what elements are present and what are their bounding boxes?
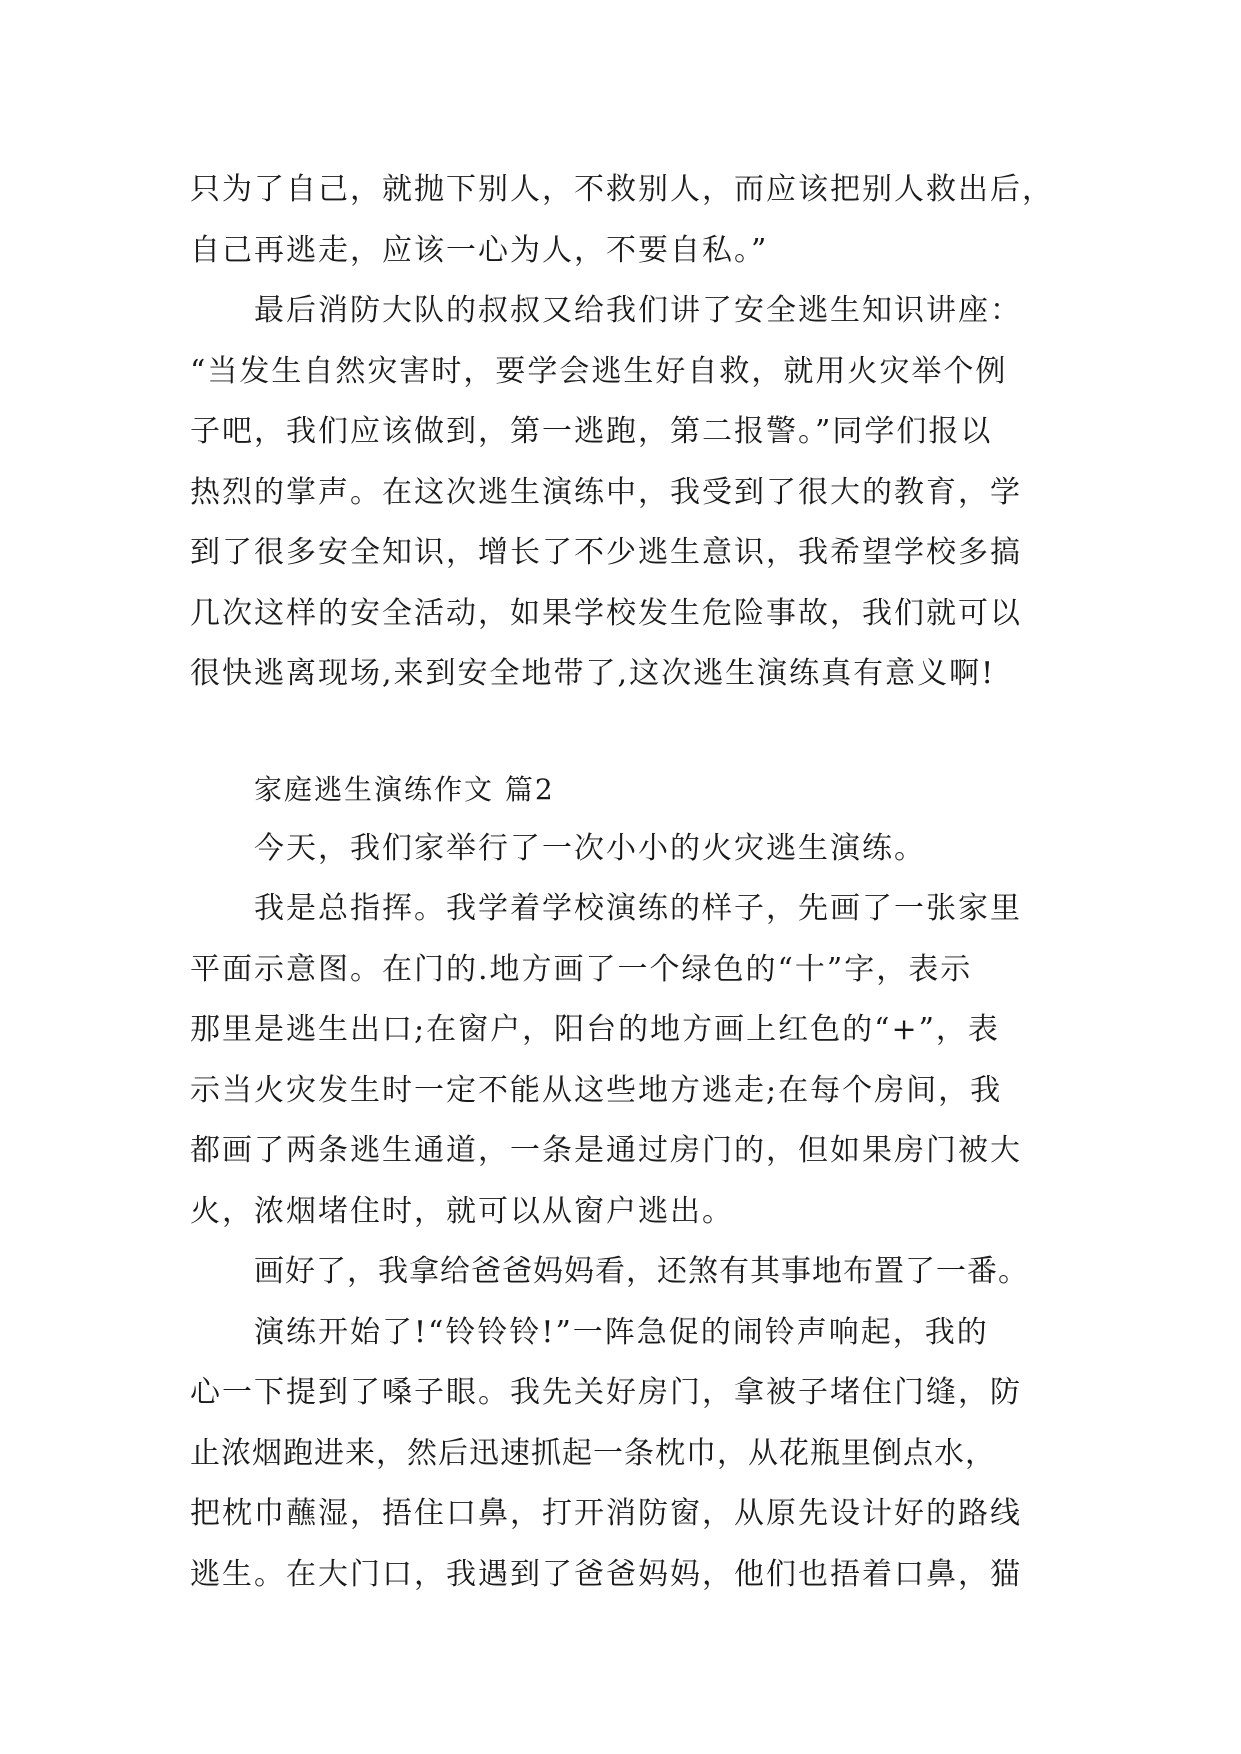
- text-line: 热烈的掌声。在这次逃生演练中，我受到了很大的教育，学: [190, 474, 1022, 510]
- document-body: [190, 160, 1054, 1605]
- section-heading: 家庭逃生演练作文 篇2: [254, 772, 555, 806]
- text-line: 很快逃离现场,来到安全地带了,这次逃生演练真有意义啊!: [190, 656, 996, 691]
- text-line: 都画了两条逃生通道，一条是通过房门的，但如果房门被大: [190, 1133, 1022, 1168]
- text-line: 自己再逃走，应该一心为人，不要自私。”: [190, 232, 769, 268]
- text-line: 子吧，我们应该做到，第一逃跑，第二报警。”同学们报以: [190, 414, 993, 449]
- text-line: “当发生自然灾害时，要学会逃生好自救，就用火灾举个例: [190, 353, 1008, 389]
- text-line: 几次这样的安全活动，如果学校发生危险事故，我们就可以: [190, 595, 1022, 631]
- text-line: 把枕巾蘸湿，捂住口鼻，打开消防窗，从原先设计好的路线: [190, 1496, 1022, 1531]
- text-line: 示当火灾发生时一定不能从这些地方逃走;在每个房间，我: [190, 1072, 1003, 1108]
- paragraph-start-line: 演练开始了!“铃铃铃!”一阵急促的闹铃声响起，我的: [254, 1314, 989, 1350]
- paragraph-start-line: 画好了，我拿给爸爸妈妈看，还煞有其事地布置了一番。: [254, 1254, 1029, 1289]
- text-line: 心一下提到了嗓子眼。我先关好房门，拿被子堵住门缝，防: [190, 1375, 1022, 1410]
- text-line: 平面示意图。在门的.地方画了一个绿色的“十”字，表示: [190, 951, 973, 987]
- text-line: 那里是逃生出口;在窗户，阳台的地方画上红色的“+”，表: [190, 1012, 1000, 1047]
- paragraph-start-line: 今天，我们家举行了一次小小的火灾逃生演练。: [254, 830, 926, 866]
- text-line: 火，浓烟堵住时，就可以从窗户逃出。: [190, 1193, 734, 1229]
- text-line: 只为了自己，就抛下别人，不救别人，而应该把别人救出后，: [190, 172, 1054, 207]
- text-line: 逃生。在大门口，我遇到了爸爸妈妈，他们也捂着口鼻，猫: [190, 1556, 1022, 1592]
- text-line: 到了很多安全知识，增长了不少逃生意识，我希望学校多搞: [190, 535, 1022, 570]
- paragraph-start-line: 我是总指挥。我学着学校演练的样子，先画了一张家里: [254, 891, 1022, 926]
- text-line: 止浓烟跑进来，然后迅速抓起一条枕巾，从花瓶里倒点水，: [190, 1435, 996, 1471]
- paragraph-start-line: 最后消防大队的叔叔又给我们讲了安全逃生知识讲座：: [254, 293, 1022, 328]
- section-gap: [190, 705, 1050, 761]
